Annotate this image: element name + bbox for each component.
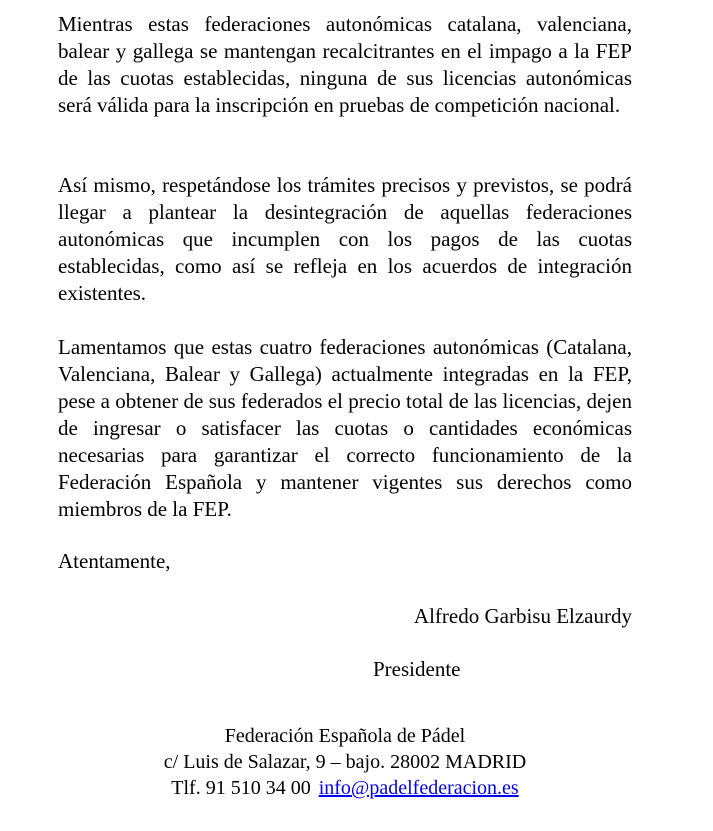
- signer-name: Alfredo Garbisu Elzaurdy: [413, 604, 632, 628]
- footer-email-link[interactable]: info@padelfederacion.es: [318, 777, 519, 799]
- footer-address: c/ Luis de Salazar, 9 – bajo. 28002 MADRID: [163, 751, 527, 773]
- footer-organization: Federación Española de Pádel: [224, 725, 466, 747]
- body-paragraph-1: Mientras estas federaciones autonómicas catalana, valenciana, balear y gallega se mantengan recalcitrantes en el impago a la FEP de las cuotas establecidas, ninguna de sus licencias autonómicas será válida para la inscripción en pruebas de competición nacional.: [58, 12, 632, 117]
- footer-phone: Tlf. 91 510 34 00: [171, 777, 311, 799]
- footer-contact-line: [0, 775, 690, 801]
- body-paragraph-2: Así mismo, respetándose los trámites precisos y previstos, se podrá llegar a plantear la desintegración de aquellas federaciones autonómicas que incumplen con los pagos de las cuotas establecidas, como así se refleja en los acuerdos de integración existentes.: [58, 173, 632, 305]
- letterhead-footer: [0, 723, 690, 801]
- signer-role: Presidente: [373, 657, 461, 681]
- body-paragraph-3: Lamentamos que estas cuatro federaciones autonómicas (Catalana, Valenciana, Balear y Gallega) actualmente integradas en la FEP, pese a obtener de sus federados el precio total de las licencias, dejen de ingresar o satisfacer las cuotas o cantidades económicas necesarias para garantizar el correcto funcionamiento de la Federación Española y mantener vigentes sus derechos como miembros de la FEP.: [58, 335, 632, 521]
- closing-salutation: Atentamente,: [58, 549, 171, 573]
